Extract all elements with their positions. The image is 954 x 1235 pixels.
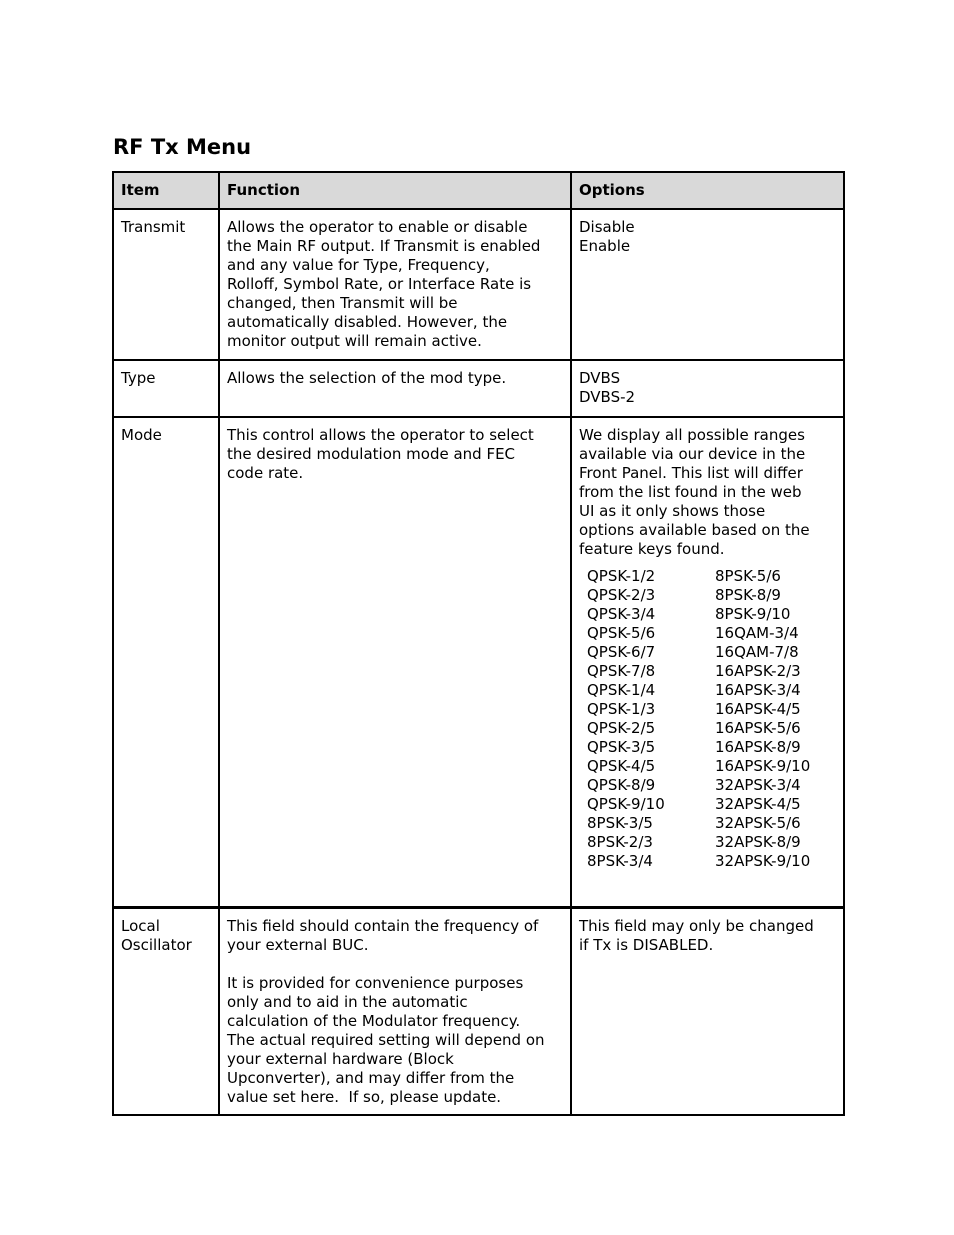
mode-option: QPSK-4/5: [587, 757, 656, 775]
mode-option: 32APSK-8/9: [715, 833, 801, 851]
modulation-mode-list: [579, 567, 836, 871]
mode-option: 16APSK-5/6: [715, 719, 801, 737]
page-title: RF Tx Menu: [113, 135, 252, 159]
option-text: feature keys found.: [579, 540, 725, 558]
option-text: available via our device in the: [579, 445, 806, 463]
item-cell: [113, 417, 219, 908]
option-value: Disable: [579, 218, 635, 236]
option-value: DVBS: [579, 369, 621, 387]
table-row-local-oscillator: [113, 908, 844, 1116]
options-cell: [571, 417, 844, 908]
mode-option: 8PSK-5/6: [715, 567, 781, 585]
function-line: Upconverter), and may differ from the: [227, 1069, 515, 1087]
mode-option: QPSK-2/3: [587, 586, 656, 604]
mode-option: 8PSK-2/3: [587, 833, 653, 851]
mode-option: 16APSK-2/3: [715, 662, 801, 680]
function-cell: [219, 417, 571, 908]
mode-option: 16QAM-3/4: [715, 624, 799, 642]
mode-option: 8PSK-9/10: [715, 605, 791, 623]
item-label: Type: [121, 369, 156, 387]
mode-option: QPSK-1/4: [587, 681, 656, 699]
options-cell: [571, 908, 844, 1116]
mode-option: 32APSK-5/6: [715, 814, 801, 832]
mode-option: QPSK-9/10: [587, 795, 665, 813]
function-line: changed, then Transmit will be: [227, 294, 458, 312]
option-text: options available based on the: [579, 521, 810, 539]
function-line: The actual required setting will depend on: [227, 1031, 545, 1049]
mode-option: QPSK-1/3: [587, 700, 656, 718]
item-cell: [113, 908, 219, 1116]
table-header-row: [113, 172, 844, 209]
function-line: and any value for Type, Frequency,: [227, 256, 490, 274]
header-function: Function: [219, 172, 571, 209]
option-text: Front Panel. This list will differ: [579, 464, 803, 482]
item-label: Transmit: [121, 218, 186, 236]
option-text: This field may only be changed: [579, 917, 814, 935]
mode-option: 16APSK-9/10: [715, 757, 811, 775]
function-cell: [219, 209, 571, 360]
function-line: the Main RF output. If Transmit is enabled: [227, 237, 541, 255]
mode-option: QPSK-8/9: [587, 776, 656, 794]
mode-option: QPSK-6/7: [587, 643, 656, 661]
mode-option: 16APSK-3/4: [715, 681, 801, 699]
mode-option: 8PSK-3/5: [587, 814, 653, 832]
option-text: UI as it only shows those: [579, 502, 766, 520]
header-options: Options: [571, 172, 844, 209]
function-line: Allows the operator to enable or disable: [227, 218, 528, 236]
mode-option: 16QAM-7/8: [715, 643, 799, 661]
function-line: monitor output will remain active.: [227, 332, 482, 350]
item-label: Mode: [121, 426, 162, 444]
mode-option: 8PSK-8/9: [715, 586, 781, 604]
mode-option: 16APSK-8/9: [715, 738, 801, 756]
item-cell: [113, 360, 219, 417]
function-line: It is provided for convenience purposes: [227, 974, 524, 992]
function-line: your external hardware (Block: [227, 1050, 454, 1068]
mode-option: QPSK-3/4: [587, 605, 656, 623]
function-line: the desired modulation mode and FEC: [227, 445, 516, 463]
options-cell: [571, 209, 844, 360]
mode-option: 32APSK-9/10: [715, 852, 811, 870]
option-text: We display all possible ranges: [579, 426, 805, 444]
function-line: automatically disabled. However, the: [227, 313, 508, 331]
table-row-mode: [113, 417, 844, 908]
rf-tx-menu-table: [112, 171, 845, 1116]
mode-option: QPSK-2/5: [587, 719, 656, 737]
function-line: only and to aid in the automatic: [227, 993, 468, 1011]
options-cell: [571, 360, 844, 417]
item-label: Local: [121, 917, 160, 935]
option-text: from the list found in the web: [579, 483, 802, 501]
mode-option: QPSK-5/6: [587, 624, 656, 642]
function-cell: [219, 908, 571, 1116]
item-label: Oscillator: [121, 936, 192, 954]
mode-option: QPSK-7/8: [587, 662, 656, 680]
option-text: if Tx is DISABLED.: [579, 936, 714, 954]
paragraph-gap: [227, 955, 563, 974]
function-line: calculation of the Modulator frequency.: [227, 1012, 521, 1030]
mode-option: 32APSK-4/5: [715, 795, 801, 813]
function-line: Allows the selection of the mod type.: [227, 369, 507, 387]
option-value: DVBS-2: [579, 388, 636, 406]
table-row-transmit: [113, 209, 844, 360]
mode-option: 16APSK-4/5: [715, 700, 801, 718]
function-line: This field should contain the frequency of: [227, 917, 539, 935]
mode-option: 32APSK-3/4: [715, 776, 801, 794]
table-row-type: [113, 360, 844, 417]
function-line: code rate.: [227, 464, 304, 482]
function-line: value set here. If so, please update.: [227, 1088, 502, 1106]
function-line: Rolloff, Symbol Rate, or Interface Rate is: [227, 275, 532, 293]
function-cell: [219, 360, 571, 417]
option-value: Enable: [579, 237, 631, 255]
function-line: This control allows the operator to select: [227, 426, 534, 444]
item-cell: [113, 209, 219, 360]
mode-option: 8PSK-3/4: [587, 852, 653, 870]
mode-option: QPSK-1/2: [587, 567, 656, 585]
mode-option: QPSK-3/5: [587, 738, 656, 756]
function-line: your external BUC.: [227, 936, 369, 954]
header-item: Item: [113, 172, 219, 209]
